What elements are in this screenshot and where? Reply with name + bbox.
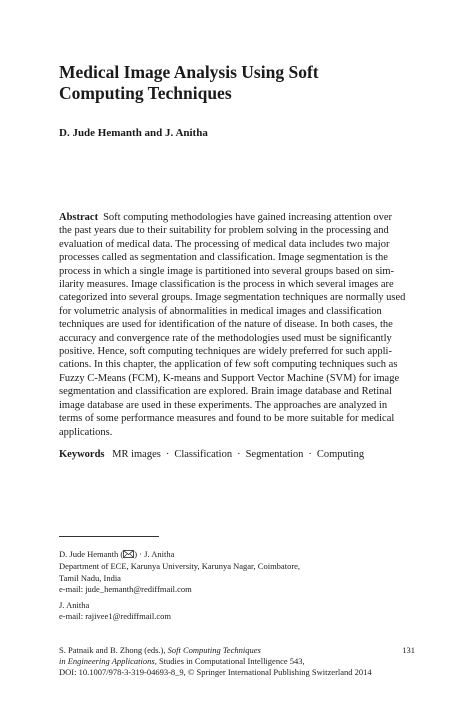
footer-line: S. Patnaik and B. Zhong (eds.), Soft Computing Techniques	[59, 645, 261, 655]
author-name-line: D. Jude Hemanth ( ) · J. Anitha	[59, 549, 419, 561]
abstract-line: image database are used in these experiments. The approaches are analyzed in	[59, 399, 388, 411]
abstract-line: categorized into several groups. Image segmentation techniques are normally used	[59, 292, 406, 304]
keyword-separator: ·	[237, 449, 241, 460]
keyword: Segmentation	[245, 449, 304, 460]
abstract-line: accuracy and convergence rate of the methodologies used must be significantly	[59, 332, 392, 344]
abstract-line: Fuzzy C-Means (FCM), K-means and Support Vector Machine (SVM) for image	[59, 372, 400, 384]
affiliation-block	[59, 600, 419, 623]
abstract-line: evaluation of medical data. The processing of medical data includes two major	[59, 238, 390, 250]
keyword-separator: ·	[308, 449, 312, 460]
author-name: J. Anitha	[59, 600, 90, 610]
abstract	[59, 211, 415, 439]
title-line: Computing Techniques	[59, 83, 232, 103]
abstract-line: process in which a single image is partitioned into several groups based on sim-	[59, 265, 395, 277]
keywords-label: Keywords	[59, 449, 105, 460]
keyword-separator: ·	[165, 449, 170, 460]
abstract-label: Abstract	[59, 212, 99, 223]
abstract-line: Abstract Soft computing methodologies have gained increasing attention over	[59, 212, 393, 223]
chapter-title	[59, 62, 419, 104]
footnote-rule	[59, 536, 159, 537]
abstract-line: cations. In this chapter, the application of few soft computing techniques such as	[59, 359, 398, 371]
keyword: Classification	[174, 449, 233, 460]
abstract-line: ilarity measures. Image classification is the process in which several images are	[59, 279, 394, 291]
abstract-line: the past years due to their suitability for problem solving in the processing and	[59, 225, 389, 237]
abstract-line: techniques are used for identification of the nature of disease. In both cases, the	[59, 319, 393, 331]
footer-line: in Engineering Applications, Studies in Computational Intelligence 543,	[59, 656, 305, 667]
abstract-line: terms of some performance measures and found to be more suitable for medical	[59, 413, 395, 425]
abstract-line: for volumetric analysis of abnormalities in medical images and classification	[59, 305, 382, 317]
page-number: 131	[402, 645, 415, 655]
email-text: e-mail: jude_hemanth@rediffmail.com	[59, 583, 192, 594]
citation-footer	[59, 645, 415, 679]
abstract-line: positive. Hence, soft computing techniques are widely preferred for such appli-	[59, 346, 392, 358]
abstract-line: segmentation and classification are explored. Brain image database and Retinal	[59, 386, 392, 398]
author-list: D. Jude Hemanth and J. Anitha	[59, 127, 208, 139]
location: Tamil Nadu, India	[59, 572, 121, 583]
email-text: e-mail: rajivee1@rediffmail.com	[59, 611, 171, 622]
keyword: Computing	[316, 449, 365, 460]
affiliation-block	[59, 549, 419, 595]
envelope-icon[interactable]	[123, 550, 134, 561]
footer-line: DOI: 10.1007/978-3-319-04693-8_9, © Springer International Publishing Switzerland 2014	[59, 667, 372, 678]
abstract-line: applications.	[59, 426, 113, 438]
keyword: MR images	[112, 449, 161, 460]
keywords	[59, 448, 419, 461]
title-line: Medical Image Analysis Using Soft	[59, 62, 319, 82]
abstract-line: processes called as segmentation and classification. Image segmentation is the	[59, 252, 388, 264]
department: Department of ECE, Karunya University, Karunya Nagar, Coimbatore,	[59, 561, 301, 572]
